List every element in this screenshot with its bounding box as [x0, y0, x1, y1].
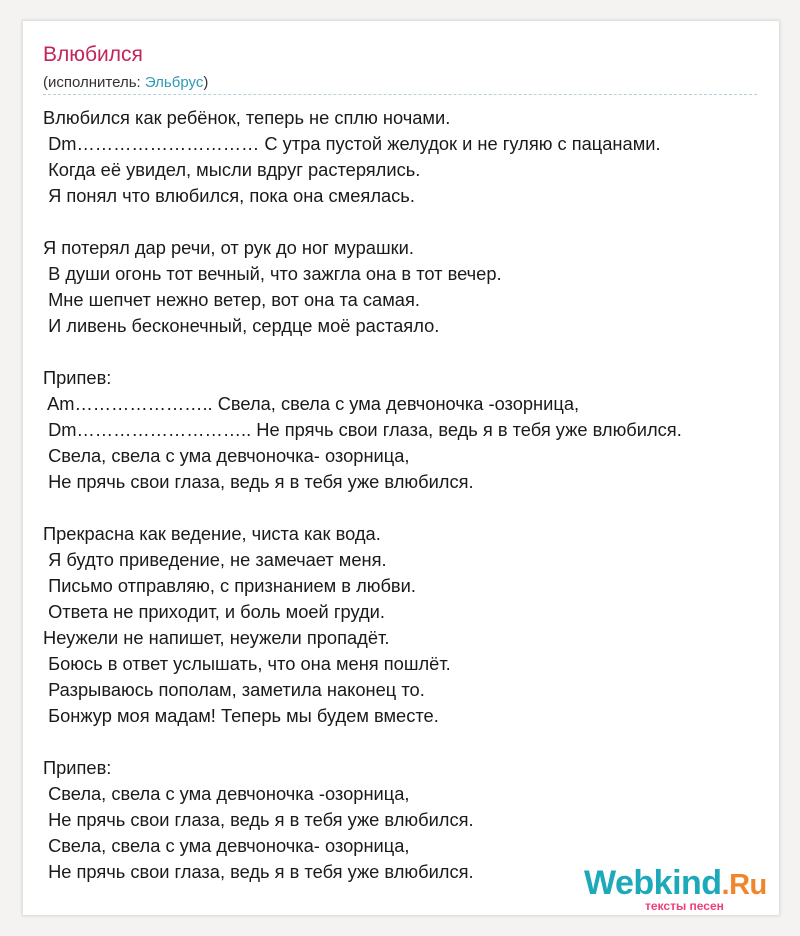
- lyric-line: Бонжур моя мадам! Теперь мы будем вместе.: [43, 705, 439, 726]
- lyric-line: Боюсь в ответ услышать, что она меня пошлёт.: [43, 653, 451, 674]
- lyric-line: В души огонь тот вечный, что зажгла она в тот вечер.: [43, 263, 502, 284]
- lyric-line: Ответа не приходит, и боль моей груди.: [43, 601, 385, 622]
- blank-line: [43, 209, 773, 235]
- lyric-line: Я будто приведение, не замечает меня.: [43, 549, 387, 570]
- artist-prefix: (исполнитель:: [43, 74, 145, 91]
- lyric-line: Мне шепчет нежно ветер, вот она та самая.: [43, 289, 420, 310]
- webkind-logo[interactable]: [584, 866, 767, 902]
- artist-link[interactable]: Эльбрус: [144, 74, 204, 91]
- logo-tld: .Ru: [721, 869, 767, 901]
- lyrics-card: [22, 20, 780, 916]
- lyric-line: Свела, свела с ума девчоночка- озорница,: [43, 445, 410, 466]
- artist-line: [43, 74, 208, 91]
- lyric-line: Когда её увидел, мысли вдруг растерялись.: [43, 159, 421, 180]
- logo-tagline: тексты песен: [645, 899, 724, 913]
- lyric-line: И ливень бесконечный, сердце моё растаяло.: [43, 315, 440, 336]
- logo-main: Webkind: [584, 864, 722, 902]
- lyric-line: Разрываюсь пополам, заметила наконец то.: [43, 679, 425, 700]
- divider: [43, 94, 757, 95]
- blank-line: [43, 495, 773, 521]
- lyric-line: Свела, свела с ума девчоночка -озорница,: [43, 783, 410, 804]
- lyric-line: Am………………….. Свела, свела с ума девчоночка -озорница,: [43, 393, 580, 414]
- lyric-line: Припев:: [43, 367, 112, 388]
- lyric-line: Влюбился как ребёнок, теперь не сплю ночами.: [43, 107, 451, 128]
- song-title: Влюбился: [43, 43, 143, 66]
- lyric-line: Dm………………………… С утра пустой желудок и не гуляю с пацанами.: [43, 133, 661, 154]
- lyric-line: Не прячь свои глаза, ведь я в тебя уже влюбился.: [43, 471, 474, 492]
- artist-suffix: ): [203, 74, 209, 91]
- lyric-line: Dm……………………….. Не прячь свои глаза, ведь я в тебя уже влюбился.: [43, 419, 682, 440]
- lyric-line: Я понял что влюбился, пока она смеялась.: [43, 185, 415, 206]
- lyric-line: Свела, свела с ума девчоночка- озорница,: [43, 835, 410, 856]
- lyric-line: Не прячь свои глаза, ведь я в тебя уже влюбился.: [43, 809, 474, 830]
- lyric-line: Прекрасна как ведение, чиста как вода.: [43, 523, 381, 544]
- blank-line: [43, 339, 773, 365]
- lyric-line: Неужели не напишет, неужели пропадёт.: [43, 627, 390, 648]
- lyric-line: Припев:: [43, 757, 112, 778]
- lyric-line: Не прячь свои глаза, ведь я в тебя уже влюбился.: [43, 861, 474, 882]
- blank-line: [43, 729, 773, 755]
- lyrics-body: [43, 105, 773, 885]
- lyric-line: Письмо отправляю, с признанием в любви.: [43, 575, 416, 596]
- lyric-line: Я потерял дар речи, от рук до ног мурашки.: [43, 237, 414, 258]
